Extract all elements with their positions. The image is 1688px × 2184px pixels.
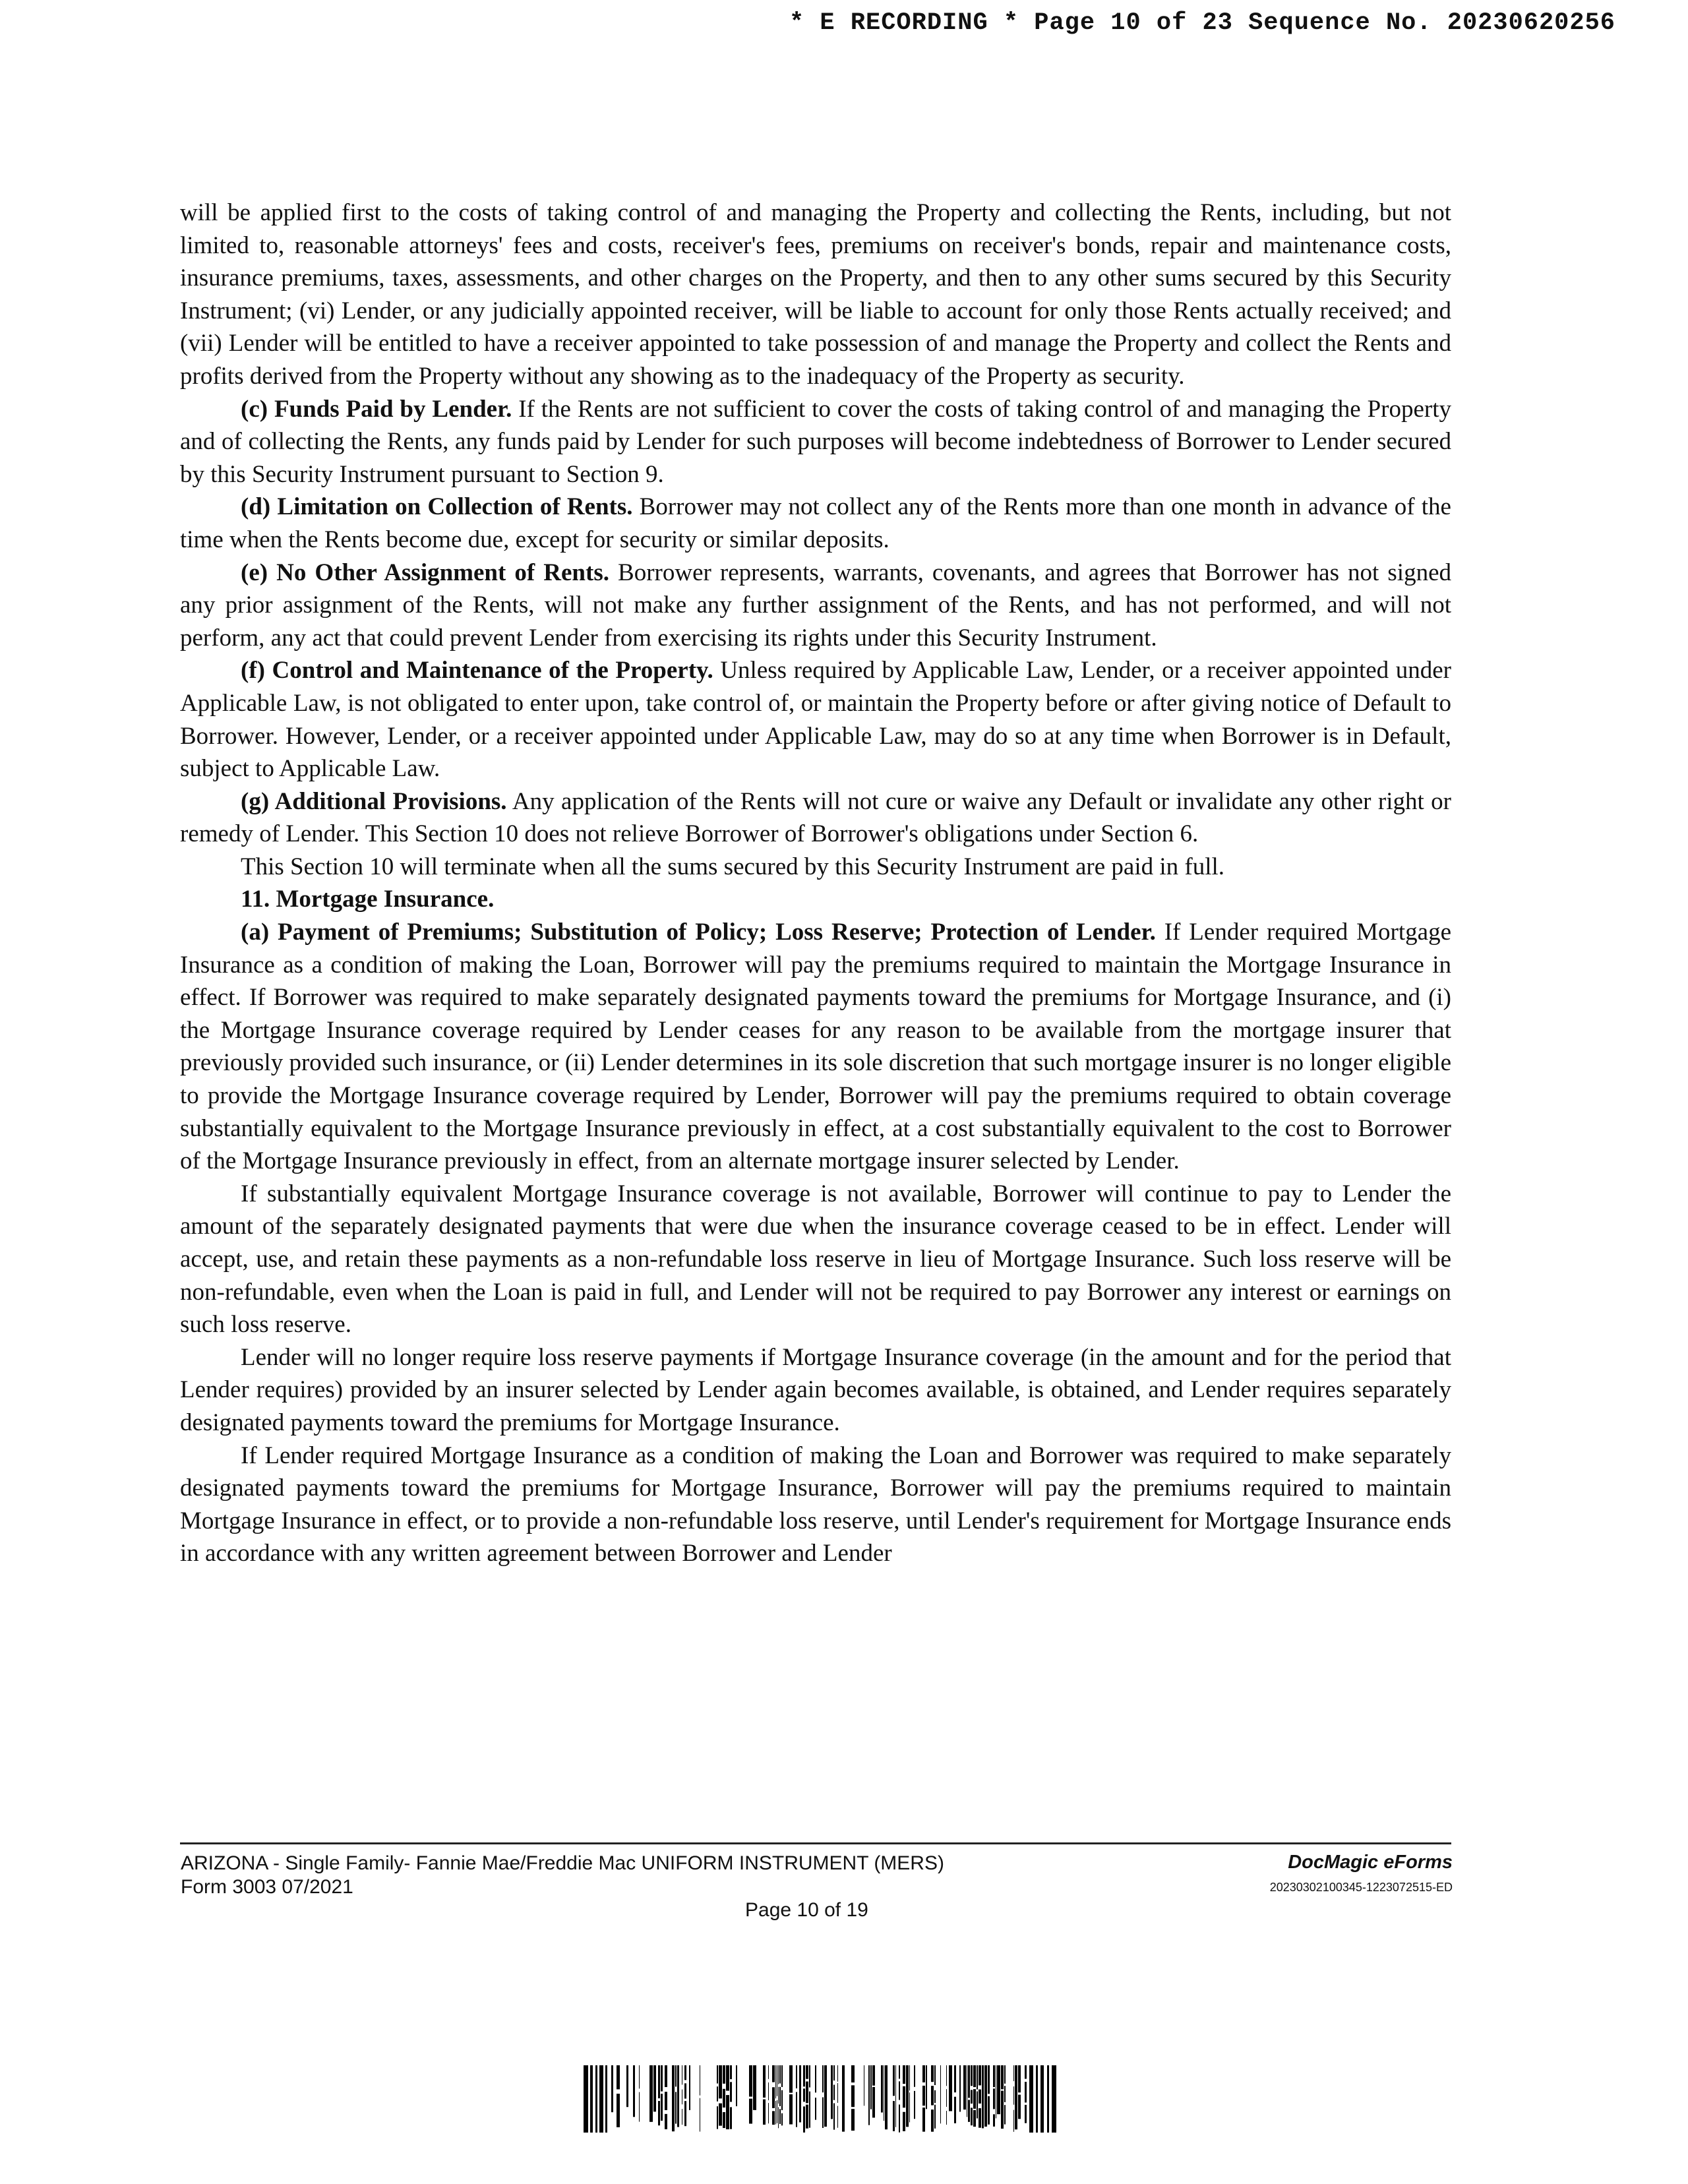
section-10g-heading: (g) Additional Provisions.: [241, 787, 507, 815]
section-10f-text: Unless required by Applicable Law, Lender, or a receiver appointed under Applicable Law, is not obligated to enter upon, take control of, or maintain the Property before or after giving notice of Default to Borrower. However, Lender, or a receiver appointed under Applicable Law, may do so at any time when Borrower is in Default, subject to Applicable Law.: [180, 657, 1452, 783]
section-10d: [180, 491, 1451, 556]
section-10e: [180, 557, 1451, 655]
section-10c-heading: (c) Funds Paid by Lender.: [241, 395, 512, 423]
section-10e-text: Borrower represents, warrants, covenants, and agrees that Borrower has not signed any prior assignment of the Rents, will not make any further assignment of the Rents, and has not performed, and will not perform, any act that could prevent Lender from exercising its rights under this Security Instrument.: [180, 559, 1451, 652]
paragraph-if-lender-required: If Lender required Mortgage Insurance as a condition of making the Loan and Borrower was required to make separately designated payments toward the premiums for Mortgage Insurance, Borrower will pay the premiums required to maintain Mortgage Insurance in effect, or to provide a non-refundable loss reserve, until Lender's requirement for Mortgage Insurance ends in accordance with any written agreement between Borrower and Lender: [180, 1441, 1451, 1567]
recording-header: * E RECORDING * Page 10 of 23 Sequence No. 20230620256: [789, 9, 1615, 37]
section-11-heading: 11. Mortgage Insurance.: [241, 886, 495, 913]
section-10f-heading: (f) Control and Maintenance of the Property.: [241, 657, 713, 684]
footer-instrument-block: [181, 1852, 944, 1899]
section-11a: [180, 916, 1451, 1178]
section-10f: [180, 654, 1451, 785]
section-11-title: [180, 883, 1451, 916]
section-11a-text: If Lender required Mortgage Insurance as a condition of making the Loan, Borrower will pay the premiums required to maintain the Mortgage Insurance in effect. If Borrower was required to make separately designated payments toward the premiums for Mortgage Insurance, and (i) the Mortgage Insurance coverage required by Lender ceases for any reason to be available from the mortgage insurer that previously provided such insurance, or (ii) Lender determines in its sole discretion that such mortgage insurer is no longer eligible to provide the Mortgage Insurance coverage required by Lender, Borrower will pay the premiums required to obtain coverage substantially equivalent to the Mortgage Insurance previously in effect, at a cost substantially equivalent to the cost to Borrower of the Mortgage Insurance previously in effect, from an alternate mortgage insurer selected by Lender.: [180, 919, 1451, 1175]
paragraph-receiver-costs: will be applied first to the costs of taking control of and managing the Property and collecting the Rents, including, but not limited to, reasonable attorneys' fees and costs, receiver's fees, premiums on receiver's bonds, repair and maintenance costs, insurance premiums, taxes, assessments, and other charges on the Property, and then to any other sums secured by this Security Instrument; (vi) Lender, or any judicially appointed receiver, will be liable to account for only those Rents actually received; and (vii) Lender will be entitled to have a receiver appointed to take possession of and manage the Property and collect the Rents and profits derived from the Property without any showing as to the inadequacy of the Property as security.: [180, 199, 1451, 390]
section-11a-heading: (a) Payment of Premiums; Substitution of Policy; Loss Reserve; Protection of Lender.: [241, 919, 1156, 946]
footer-form-number: Form 3003 07/2021: [181, 1876, 353, 1898]
footer-divider: [180, 1842, 1451, 1844]
section-10g-text: Any application of the Rents will not cure or waive any Default or invalidate any other right or remedy of Lender. This Section 10 does not relieve Borrower of Borrower's obligations under Section 6.: [180, 787, 1451, 848]
section-10c: [180, 393, 1451, 491]
paragraph-loss-reserve: If substantially equivalent Mortgage Insurance coverage is not available, Borrower will continue to pay to Lender the amount of the separately designated payments that were due when the insurance coverage ceased to be in effect. Lender will accept, use, and retain these payments as a non-refundable loss reserve in lieu of Mortgage Insurance. Such loss reserve will be non-refundable, even when the Loan is paid in full, and Lender will not be required to pay Borrower any interest or earnings on such loss reserve.: [180, 1180, 1451, 1339]
section-10-termination: This Section 10 will terminate when all the sums secured by this Security Instrument are paid in full.: [241, 853, 1225, 880]
footer-instrument: ARIZONA - Single Family- Fannie Mae/Freddie Mac UNIFORM INSTRUMENT (MERS): [181, 1852, 944, 1874]
barcode-image: [584, 2065, 1056, 2133]
section-10d-text: Borrower may not collect any of the Rents more than one month in advance of the time when the Rents become due, except for security or similar deposits.: [180, 493, 1451, 553]
footer-page-number: Page 10 of 19: [745, 1899, 868, 1921]
paragraph-no-longer-require: Lender will no longer require loss reserve payments if Mortgage Insurance coverage (in the amount and for the period that Lender requires) provided by an insurer selected by Lender again becomes available, is obtained, and Lender requires separately designated payments toward the premiums for Mortgage Insurance.: [180, 1343, 1451, 1436]
document-body: [180, 197, 1451, 1570]
docmagic-logo: DocMagic eForms: [1288, 1852, 1453, 1873]
footer-document-code: 20230302100345-1223072515-ED: [1269, 1881, 1453, 1894]
section-10g: [180, 785, 1451, 851]
section-10c-text: If the Rents are not sufficient to cover the costs of taking control of and managing the Property and of collecting the Rents, any funds paid by Lender for such purposes will become indebtedness of Borrower to Lender secured by this Security Instrument pursuant to Section 9.: [180, 395, 1451, 488]
section-10d-heading: (d) Limitation on Collection of Rents.: [241, 493, 633, 521]
section-10e-heading: (e) No Other Assignment of Rents.: [241, 559, 609, 586]
